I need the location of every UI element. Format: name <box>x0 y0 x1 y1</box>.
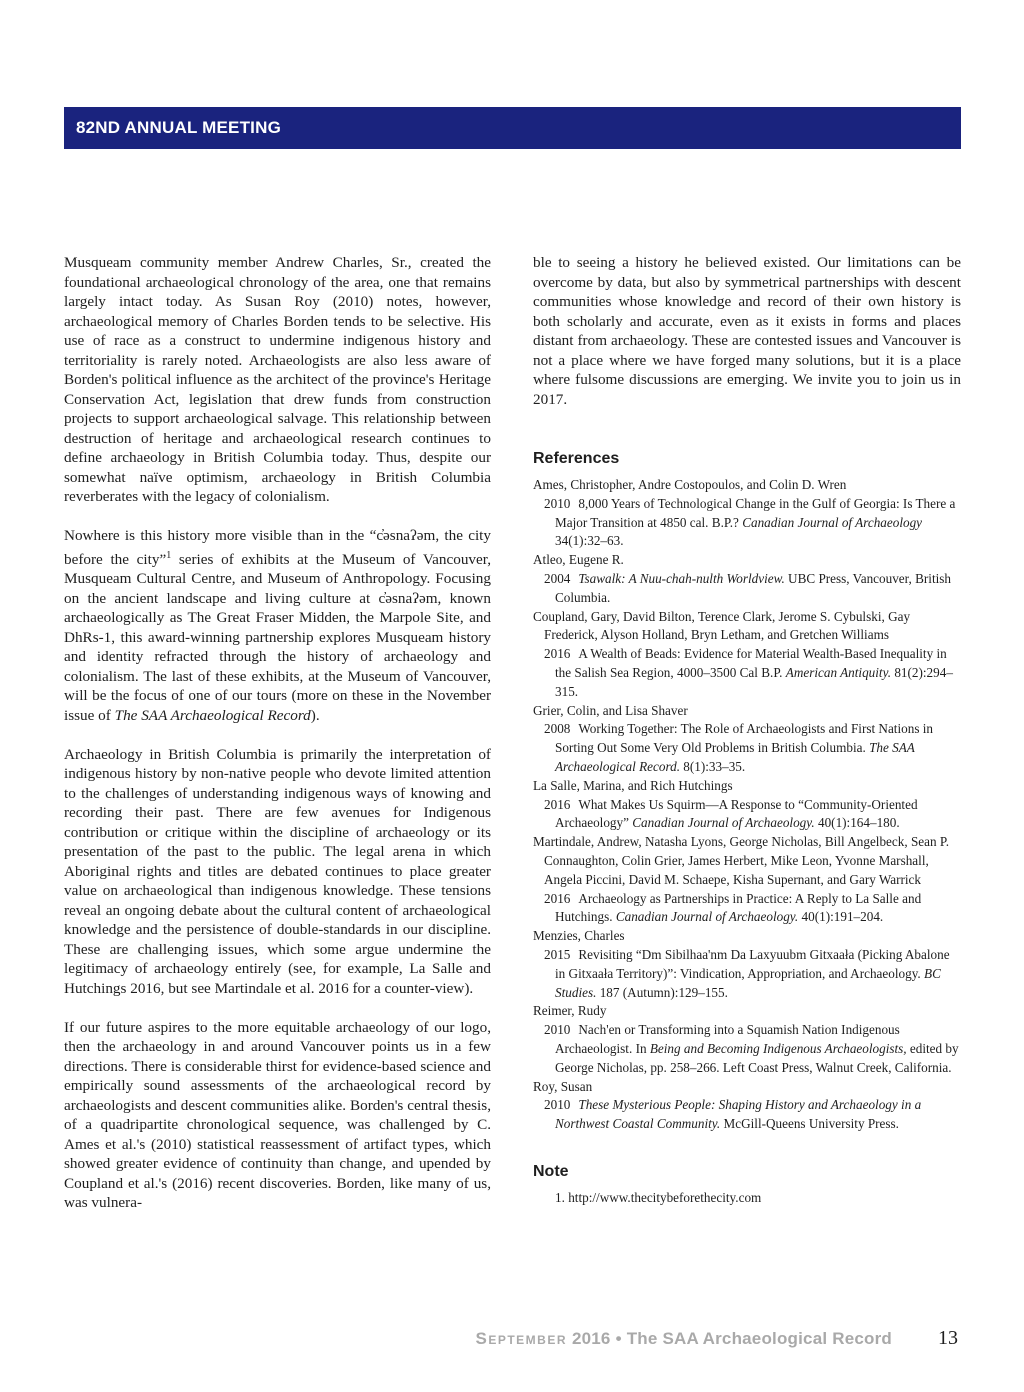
reference-entry <box>533 645 961 701</box>
paragraph-2-journal: The SAA Archaeological Record <box>114 706 311 724</box>
paragraph-2 <box>64 526 491 725</box>
reference-entry <box>533 495 961 551</box>
reference-year: 2008 <box>544 721 571 737</box>
footer-bullet: • <box>615 1329 622 1348</box>
reference-entry <box>533 946 961 1002</box>
reference-venue: Being and Becoming Indigenous Archaeologists, <box>649 1040 907 1056</box>
reference-title: 8,000 Years of Technological Change in the Gulf of Georgia: Is There a Major Transition at 4850 cal. B.P.? <box>555 495 956 530</box>
reference-title: Nach'en or Transforming into a Squamish Nation Indigenous Archaeologist. In <box>555 1022 900 1056</box>
reference-venue: Tsawalk: A Nuu-chah-nulth Worldview. <box>578 570 785 586</box>
section-banner: 82ND ANNUAL MEETING <box>64 107 961 149</box>
reference-authors: La Salle, Marina, and Rich Hutchings <box>533 777 733 793</box>
reference-item <box>533 833 961 927</box>
reference-entry <box>533 1096 961 1134</box>
reference-details: 34(1):32–63. <box>555 533 624 549</box>
paragraph-2-mid: series of exhibits at the Museum of Vancouver, Musqueam Cultural Centre, and Museum of Anthropology. Focusing on the ancient landscape and living culture at c̓əsnaʔəm, known archaeologically as The Great Fraser Midden, the Marpole Site, and DhRs-1, this award-winning partnership explores Musqueam history and identity refracted through the history of archaeology and colonialism. The last of these exhibits, at the Museum of Vancouver, will be the focus of one of our tours (more on these in the November issue of <box>64 550 491 724</box>
reference-details: UBC Press, Vancouver, British Columbia. <box>555 570 952 605</box>
reference-details: 40(1):191–204. <box>798 909 884 925</box>
reference-venue: Canadian Journal of Archaeology. <box>615 909 799 925</box>
reference-year: 2010 <box>544 1097 571 1113</box>
reference-title: Revisiting “Dm Sibilhaa'nm Da Laxyuubm Gitxaała (Picking Abalone in Gitxaała Territory)”: Vindication, Appropriation, and Archaeology. <box>555 946 950 981</box>
reference-year: 2016 <box>544 796 571 812</box>
reference-item <box>533 608 961 702</box>
reference-item <box>533 777 961 833</box>
paragraph-2-post: ). <box>310 706 320 724</box>
reference-year: 2010 <box>544 495 571 511</box>
reference-year: 2015 <box>544 946 571 962</box>
reference-title: What Makes Us Squirm—A Response to “Community-Oriented Archaeology” <box>555 796 918 831</box>
reference-venue: BC Studies. <box>555 965 941 1000</box>
reference-item <box>533 927 961 1002</box>
reference-authors: Atleo, Eugene R. <box>533 552 624 568</box>
reference-entry <box>533 890 961 928</box>
reference-entry <box>533 796 961 834</box>
references-list <box>533 476 961 1134</box>
reference-authors: Martindale, Andrew, Natasha Lyons, George Nicholas, Bill Angelbeck, Sean P. Connaughton, Colin Grier, James Herbert, Mike Leon, Yvonne Marshall, Angela Piccini, David M. Schaepe, Kisha Supernant, and Gary Warrick <box>533 834 950 887</box>
reference-title: A Wealth of Beads: Evidence for Material Wealth-Based Inequality in the Salish Sea Region, 4000–3500 Cal B.P. <box>555 646 947 680</box>
references-heading: References <box>533 450 620 467</box>
reference-year: 2016 <box>544 890 571 906</box>
reference-details: 40(1):164–180. <box>814 815 900 831</box>
reference-venue: American Antiquity. <box>785 664 892 680</box>
footer-issue <box>476 1329 893 1349</box>
paragraph-1: Musqueam community member Andrew Charles, Sr., created the foundational archaeological chronology of the area, one that remains largely intact today. As Susan Roy (2010) notes, however, archaeological memory of Charles Borden tends to be selective. His use of race as a construct to undermine indigenous history and territoriality is rarely noted. Archaeologists are also less aware of Borden's political influence as the architect of the province's Heritage Conservation Act, legislation that drew funds from construction projects to support archaeological salvage. This relationship between destruction of heritage and archaeological research continues to define archaeology in British Columbia today. Thus, despite our somewhat naïve optimism, archaeology in British Columbia reverberates with the legacy of colonialism. <box>64 254 491 505</box>
right-column <box>533 253 961 1208</box>
reference-item <box>533 551 961 607</box>
paragraph-4: If our future aspires to the more equitable archaeology of our logo, then the archaeology in and around Vancouver points us in a few directions. There is considerable thirst for evidence-based science and empirically sound assessments of the archaeological record by archaeologists and descent communities alike. Borden's central thesis, of a quadripartite chronological sequence, was challenged by C. Ames et al.'s (2010) statistical reassessment of artifact types, which showed greater evidence of continuity than change, and upended by Coupland et al.'s (2016) recent discoveries. Borden, like many of us, was vulnera- <box>64 1018 491 1212</box>
reference-details: McGill-Queens University Press. <box>720 1116 899 1132</box>
notes-list <box>533 1189 961 1208</box>
reference-title: Archaeology as Partnerships in Practice: A Reply to La Salle and Hutchings. <box>555 890 922 925</box>
reference-authors: Coupland, Gary, David Bilton, Terence Clark, Jerome S. Cybulski, Gay Frederick, Alyson Holland, Bryn Letham, and Gretchen Williams <box>533 608 911 643</box>
reference-venue: Canadian Journal of Archaeology. <box>632 815 815 831</box>
reference-venue: These Mysterious People: Shaping History and Archaeology in a Northwest Coastal Community. <box>555 1097 922 1132</box>
reference-item <box>533 702 961 777</box>
paragraph-3: Archaeology in British Columbia is primarily the interpretation of indigenous history by non-native people who devote limited attention to the challenges of understanding indigenous ways of knowing and recording their past. There are few avenues for Indigenous contribution or critique within the discipline of archaeology or its presentation of the past to the public. The legal arena in which Aboriginal rights and titles are debated continues to place greater value on archaeological than indigenous knowledge. These tensions reveal an ongoing debate about the cultural content of archaeological knowledge and the persistence of double-standards in our discipline. These are challenging issues, which some argue undermine the legitimacy of archaeology entirely (see, for example, La Salle and Hutchings 2016, but see Martindale et al. 2016 for a counter-view). <box>64 745 491 997</box>
reference-authors: Roy, Susan <box>533 1078 593 1094</box>
reference-venue: Canadian Journal of Archaeology <box>742 514 923 530</box>
reference-title: Working Together: The Role of Archaeologists and First Nations in Sorting Out Some Very Old Problems in British Columbia. <box>555 721 934 756</box>
footer-year: 2016 <box>567 1329 611 1348</box>
reference-details: 81(2):294–315. <box>555 664 953 699</box>
reference-item <box>533 1002 961 1077</box>
paragraph-5: ble to seeing a history he believed existed. Our limitations can be overcome by data, but also by symmetrical partnerships with descent communities whose knowledge and record of their own history is both scholarly and accurate, even as it exists in forms and places distant from archaeology. These are contested issues and Vancouver is not a place where we have forged many solutions, but it is a place where fulsome discussions are emerging. We invite you to join us in 2017. <box>533 254 961 408</box>
page-number: 13 <box>938 1327 958 1349</box>
reference-details: 8(1):33–35. <box>680 758 746 774</box>
reference-venue: The SAA Archaeological Record. <box>555 740 915 774</box>
reference-entry <box>533 570 961 608</box>
note-item[interactable]: 1. http://www.thecitybeforethecity.com <box>555 1189 762 1205</box>
reference-authors: Grier, Colin, and Lisa Shaver <box>533 702 688 718</box>
reference-entry <box>533 720 961 776</box>
reference-authors: Ames, Christopher, Andre Costopoulos, and Colin D. Wren <box>533 477 847 492</box>
reference-year: 2010 <box>544 1022 571 1038</box>
paragraph-2-pre: Nowhere is this history more visible than in the “c̓əsnaʔəm, the city before the city” <box>64 527 491 568</box>
footer-month: September <box>475 1329 568 1348</box>
reference-item <box>533 476 961 551</box>
left-column <box>64 253 491 1232</box>
reference-entry <box>533 1021 961 1077</box>
reference-year: 2004 <box>544 570 571 586</box>
note-heading: Note <box>533 1162 569 1180</box>
reference-details: 187 (Autumn):129–155. <box>596 984 728 1000</box>
page-footer <box>476 1327 959 1351</box>
footer-publication: The SAA Archaeological Record <box>626 1329 892 1348</box>
reference-details: edited by George Nicholas, pp. 258–266. Left Coast Press, Walnut Creek, California. <box>555 1040 959 1075</box>
reference-authors: Reimer, Rudy <box>533 1003 607 1019</box>
reference-authors: Menzies, Charles <box>533 928 625 944</box>
reference-year: 2016 <box>544 646 571 662</box>
footnote-marker[interactable]: 1 <box>166 549 172 561</box>
reference-item <box>533 1078 961 1134</box>
